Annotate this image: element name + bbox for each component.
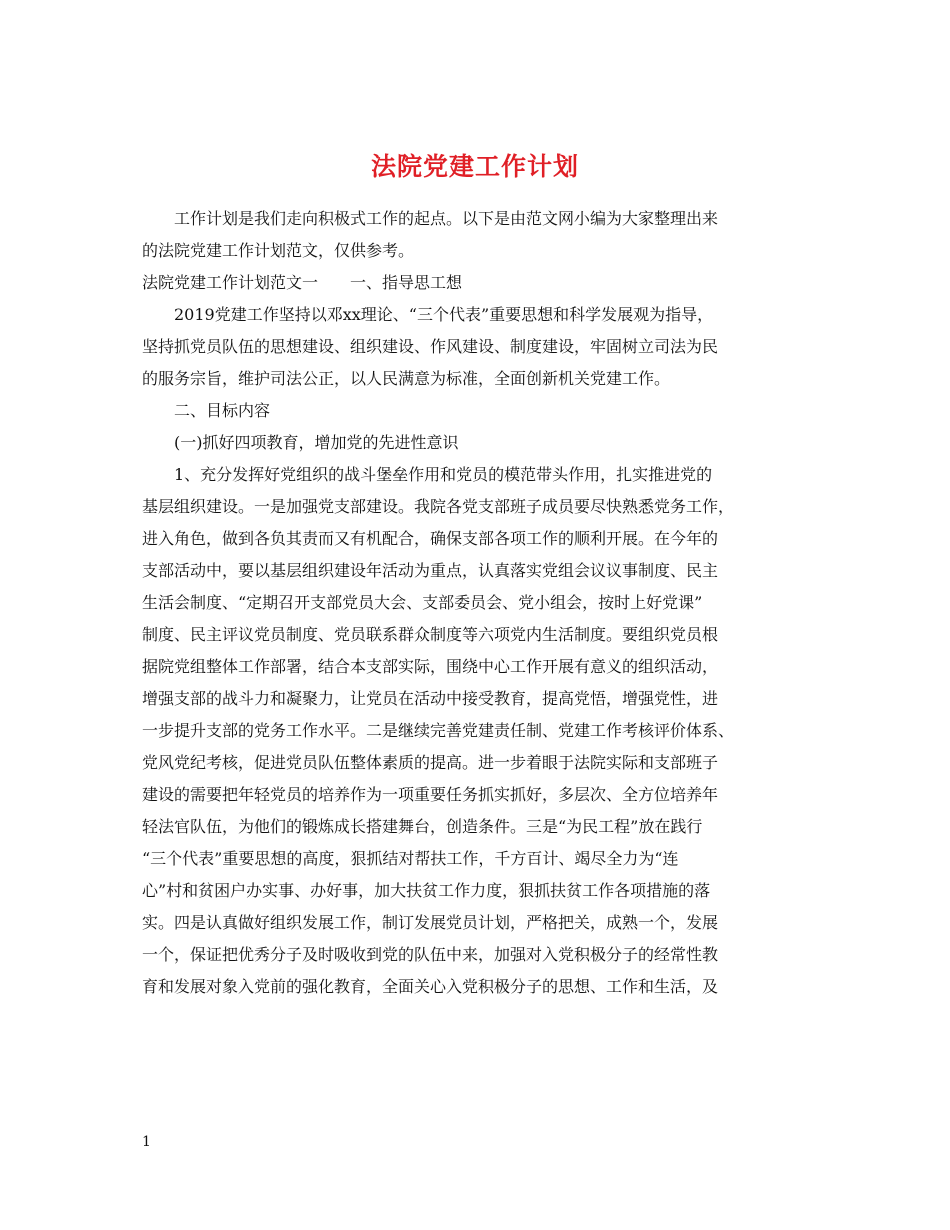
text-line: 1、充分发挥好党组织的战斗堡垒作用和党员的模范带头作用，扎实推进党的 bbox=[174, 465, 713, 484]
text-line: 心”村和贫困户办实事、办好事，加大扶贫工作力度，狠抓扶贫工作各项措施的落 bbox=[142, 881, 711, 900]
text-line: 基层组织建设。一是加强党支部建设。我院各党支部班子成员要尽快熟悉党务工作， bbox=[142, 497, 735, 516]
text-line: (一)抓好四项教育，增加党的先进性意识 bbox=[174, 433, 459, 452]
text-line: 支部活动中，要以基层组织建设年活动为重点，认真落实党组会议议事制度、民主 bbox=[142, 561, 719, 580]
text-line: 育和发展对象入党前的强化教育，全面关心入党积极分子的思想、工作和生活，及 bbox=[142, 977, 719, 996]
text-line: 轻法官队伍，为他们的锻炼成长搭建舞台，创造条件。三是“为民工程”放在践行 bbox=[142, 817, 703, 836]
text-line: 的服务宗旨，维护司法公正，以人民满意为标准，全面创新机关党建工作。 bbox=[142, 369, 671, 388]
text-line: 工作计划是我们走向积极式工作的起点。以下是由范文网小编为大家整理出来 bbox=[174, 209, 719, 228]
text-line: 建设的需要把年轻党员的培养作为一项重要任务抓实抓好，多层次、全方位培养年 bbox=[142, 785, 719, 804]
page-number: 1 bbox=[142, 1134, 151, 1150]
text-line: 一个，保证把优秀分子及时吸收到党的队伍中来，加强对入党积极分子的经常性教 bbox=[142, 945, 719, 964]
text-line: 法院党建工作计划范文一 一、指导思工想 bbox=[142, 273, 463, 292]
document-title: 法院党建工作计划 bbox=[370, 151, 579, 181]
text-line: 一步提升支部的党务工作水平。二是继续完善党建责任制、党建工作考核评价体系、 bbox=[142, 721, 735, 740]
text-line: “三个代表”重要思想的高度，狠抓结对帮扶工作，千方百计、竭尽全力为“连 bbox=[142, 849, 679, 868]
text-line: 进入角色，做到各负其责而又有机配合，确保支部各项工作的顺利开展。在今年的 bbox=[142, 529, 719, 548]
text-line: 的法院党建工作计划范文，仅供参考。 bbox=[142, 241, 415, 260]
text-line: 二、目标内容 bbox=[174, 401, 271, 420]
text-line: 坚持抓党员队伍的思想建设、组织建设、作风建设、制度建设，牢固树立司法为民 bbox=[142, 337, 719, 356]
document-body bbox=[142, 203, 823, 1003]
text-line: 生活会制度、“定期召开支部党员大会、支部委员会、党小组会，按时上好党课” bbox=[142, 593, 703, 612]
text-line: 增强支部的战斗力和凝聚力，让党员在活动中接受教育，提高党悟，增强党性，进 bbox=[142, 689, 719, 708]
text-line: 党风党纪考核，促进党员队伍整体素质的提高。进一步着眼于法院实际和支部班子 bbox=[142, 753, 719, 772]
text-line: 实。四是认真做好组织发展工作，制订发展党员计划，严格把关，成熟一个，发展 bbox=[142, 913, 719, 932]
text-line: 制度、民主评议党员制度、党员联系群众制度等六项党内生活制度。要组织党员根 bbox=[142, 625, 719, 644]
text-line: 2019党建工作坚持以邓xx理论、“三个代表”重要思想和科学发展观为指导， bbox=[174, 305, 714, 324]
text-line: 据院党组整体工作部署，结合本支部实际，围绕中心工作开展有意义的组织活动， bbox=[142, 657, 719, 676]
